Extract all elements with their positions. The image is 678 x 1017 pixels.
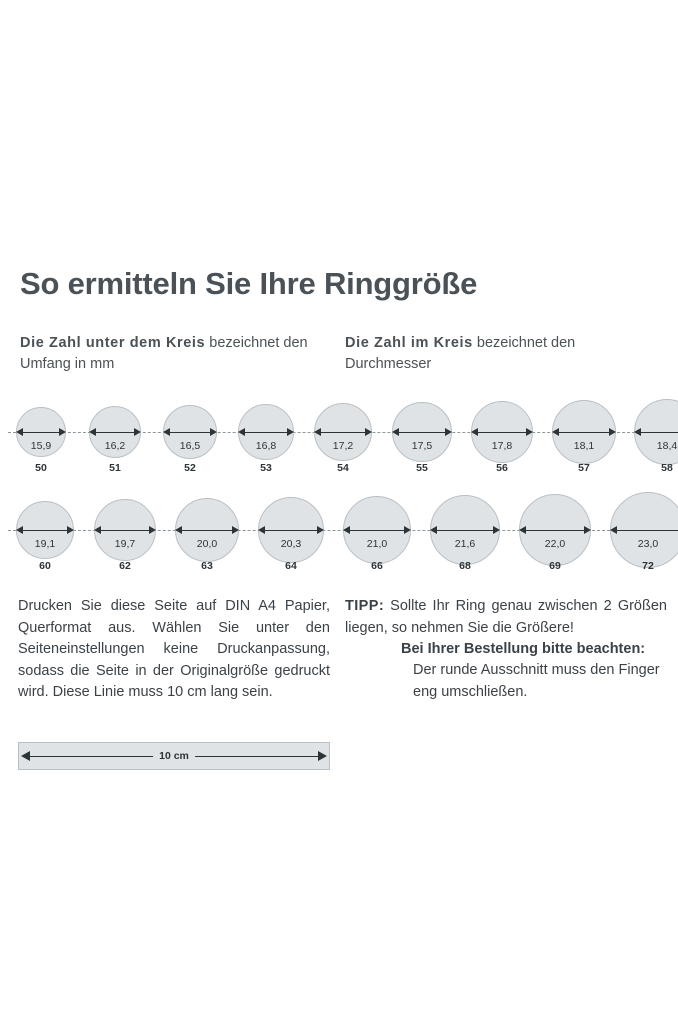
diameter-label: 15,9 [30, 440, 52, 452]
arrow-right-icon [318, 751, 327, 761]
legend-diameter-strong: Die Zahl im Kreis [345, 335, 473, 351]
diameter-label: 21,0 [366, 538, 388, 550]
diameter-label: 16,2 [104, 440, 126, 452]
print-instructions-text: Drucken Sie diese Seite auf DIN A4 Papier, Querformat aus. Wählen Sie unter den Seiteneinstellungen keine Druckanpassung, sodass die Seite in der Originalgröße gedruckt wird. Diese Linie muss 10 cm lang sein. [18, 598, 330, 700]
diameter-label: 16,8 [255, 440, 277, 452]
circumference-label: 63 [201, 560, 213, 572]
ruler-10cm [18, 742, 330, 770]
circumference-label: 52 [184, 462, 196, 474]
size-item [155, 388, 225, 478]
circumference-label: 68 [459, 560, 471, 572]
size-row-2 [0, 486, 678, 576]
circumference-label: 51 [109, 462, 121, 474]
circumference-label: 53 [260, 462, 272, 474]
legend-circumference-strong: Die Zahl unter dem Kreis [20, 335, 206, 351]
diameter-label: 18,1 [573, 440, 595, 452]
page-title: So ermitteln Sie Ihre Ringgröße [20, 266, 478, 301]
size-item [306, 388, 380, 478]
diameter-label: 23,0 [637, 538, 659, 550]
size-item [250, 486, 332, 576]
circumference-label: 72 [642, 560, 654, 572]
tip-text: Sollte Ihr Ring genau zwischen 2 Größen liegen, so nehmen Sie die Größere! [345, 598, 667, 636]
diameter-label: 19,1 [34, 538, 56, 550]
circumference-label: 50 [35, 462, 47, 474]
circumference-label: 64 [285, 560, 297, 572]
tip-paragraph [345, 596, 667, 639]
diameter-label: 18,4 [656, 440, 678, 452]
size-item [335, 486, 419, 576]
size-item [511, 486, 599, 576]
arrow-left-icon [21, 751, 30, 761]
diameter-label: 20,3 [280, 538, 302, 550]
circumference-label: 57 [578, 462, 590, 474]
size-item [422, 486, 508, 576]
circumference-label: 66 [371, 560, 383, 572]
size-item [167, 486, 247, 576]
print-instructions [18, 596, 330, 704]
diameter-label: 21,6 [454, 538, 476, 550]
size-item [81, 388, 149, 478]
size-item [544, 388, 624, 478]
size-row-1 [0, 388, 678, 478]
tip-and-order-note [345, 596, 667, 703]
ruler-label: 10 cm [153, 750, 195, 762]
diameter-label: 20,0 [196, 538, 218, 550]
guide-sheet [0, 246, 678, 806]
legend-circumference-rest: bezeichnet den Umfang in mm [20, 335, 308, 372]
legend-diameter [345, 333, 665, 375]
tip-label: TIPP: [345, 598, 385, 614]
diameter-label: 17,8 [491, 440, 513, 452]
diameter-label: 17,2 [332, 440, 354, 452]
size-item [602, 486, 678, 576]
size-item [626, 388, 678, 478]
order-note-text: Der runde Ausschnitt muss den Finger eng umschließen. [413, 662, 660, 700]
size-item [8, 388, 74, 478]
diameter-label: 22,0 [544, 538, 566, 550]
size-item [384, 388, 460, 478]
legend-circumference [20, 333, 340, 375]
circumference-label: 55 [416, 462, 428, 474]
diameter-label: 17,5 [411, 440, 433, 452]
diameter-label: 19,7 [114, 538, 136, 550]
circumference-label: 69 [549, 560, 561, 572]
diameter-label: 16,5 [179, 440, 201, 452]
circumference-label: 60 [39, 560, 51, 572]
circumference-label: 62 [119, 560, 131, 572]
size-item [86, 486, 164, 576]
size-item [230, 388, 302, 478]
size-item [463, 388, 541, 478]
order-note-heading: Bei Ihrer Bestellung bitte beachten: [401, 641, 646, 657]
circumference-label: 58 [661, 462, 673, 474]
legend-diameter-rest: bezeichnet den Durchmesser [345, 335, 576, 372]
size-item [8, 486, 82, 576]
circumference-label: 54 [337, 462, 349, 474]
circumference-label: 56 [496, 462, 508, 474]
